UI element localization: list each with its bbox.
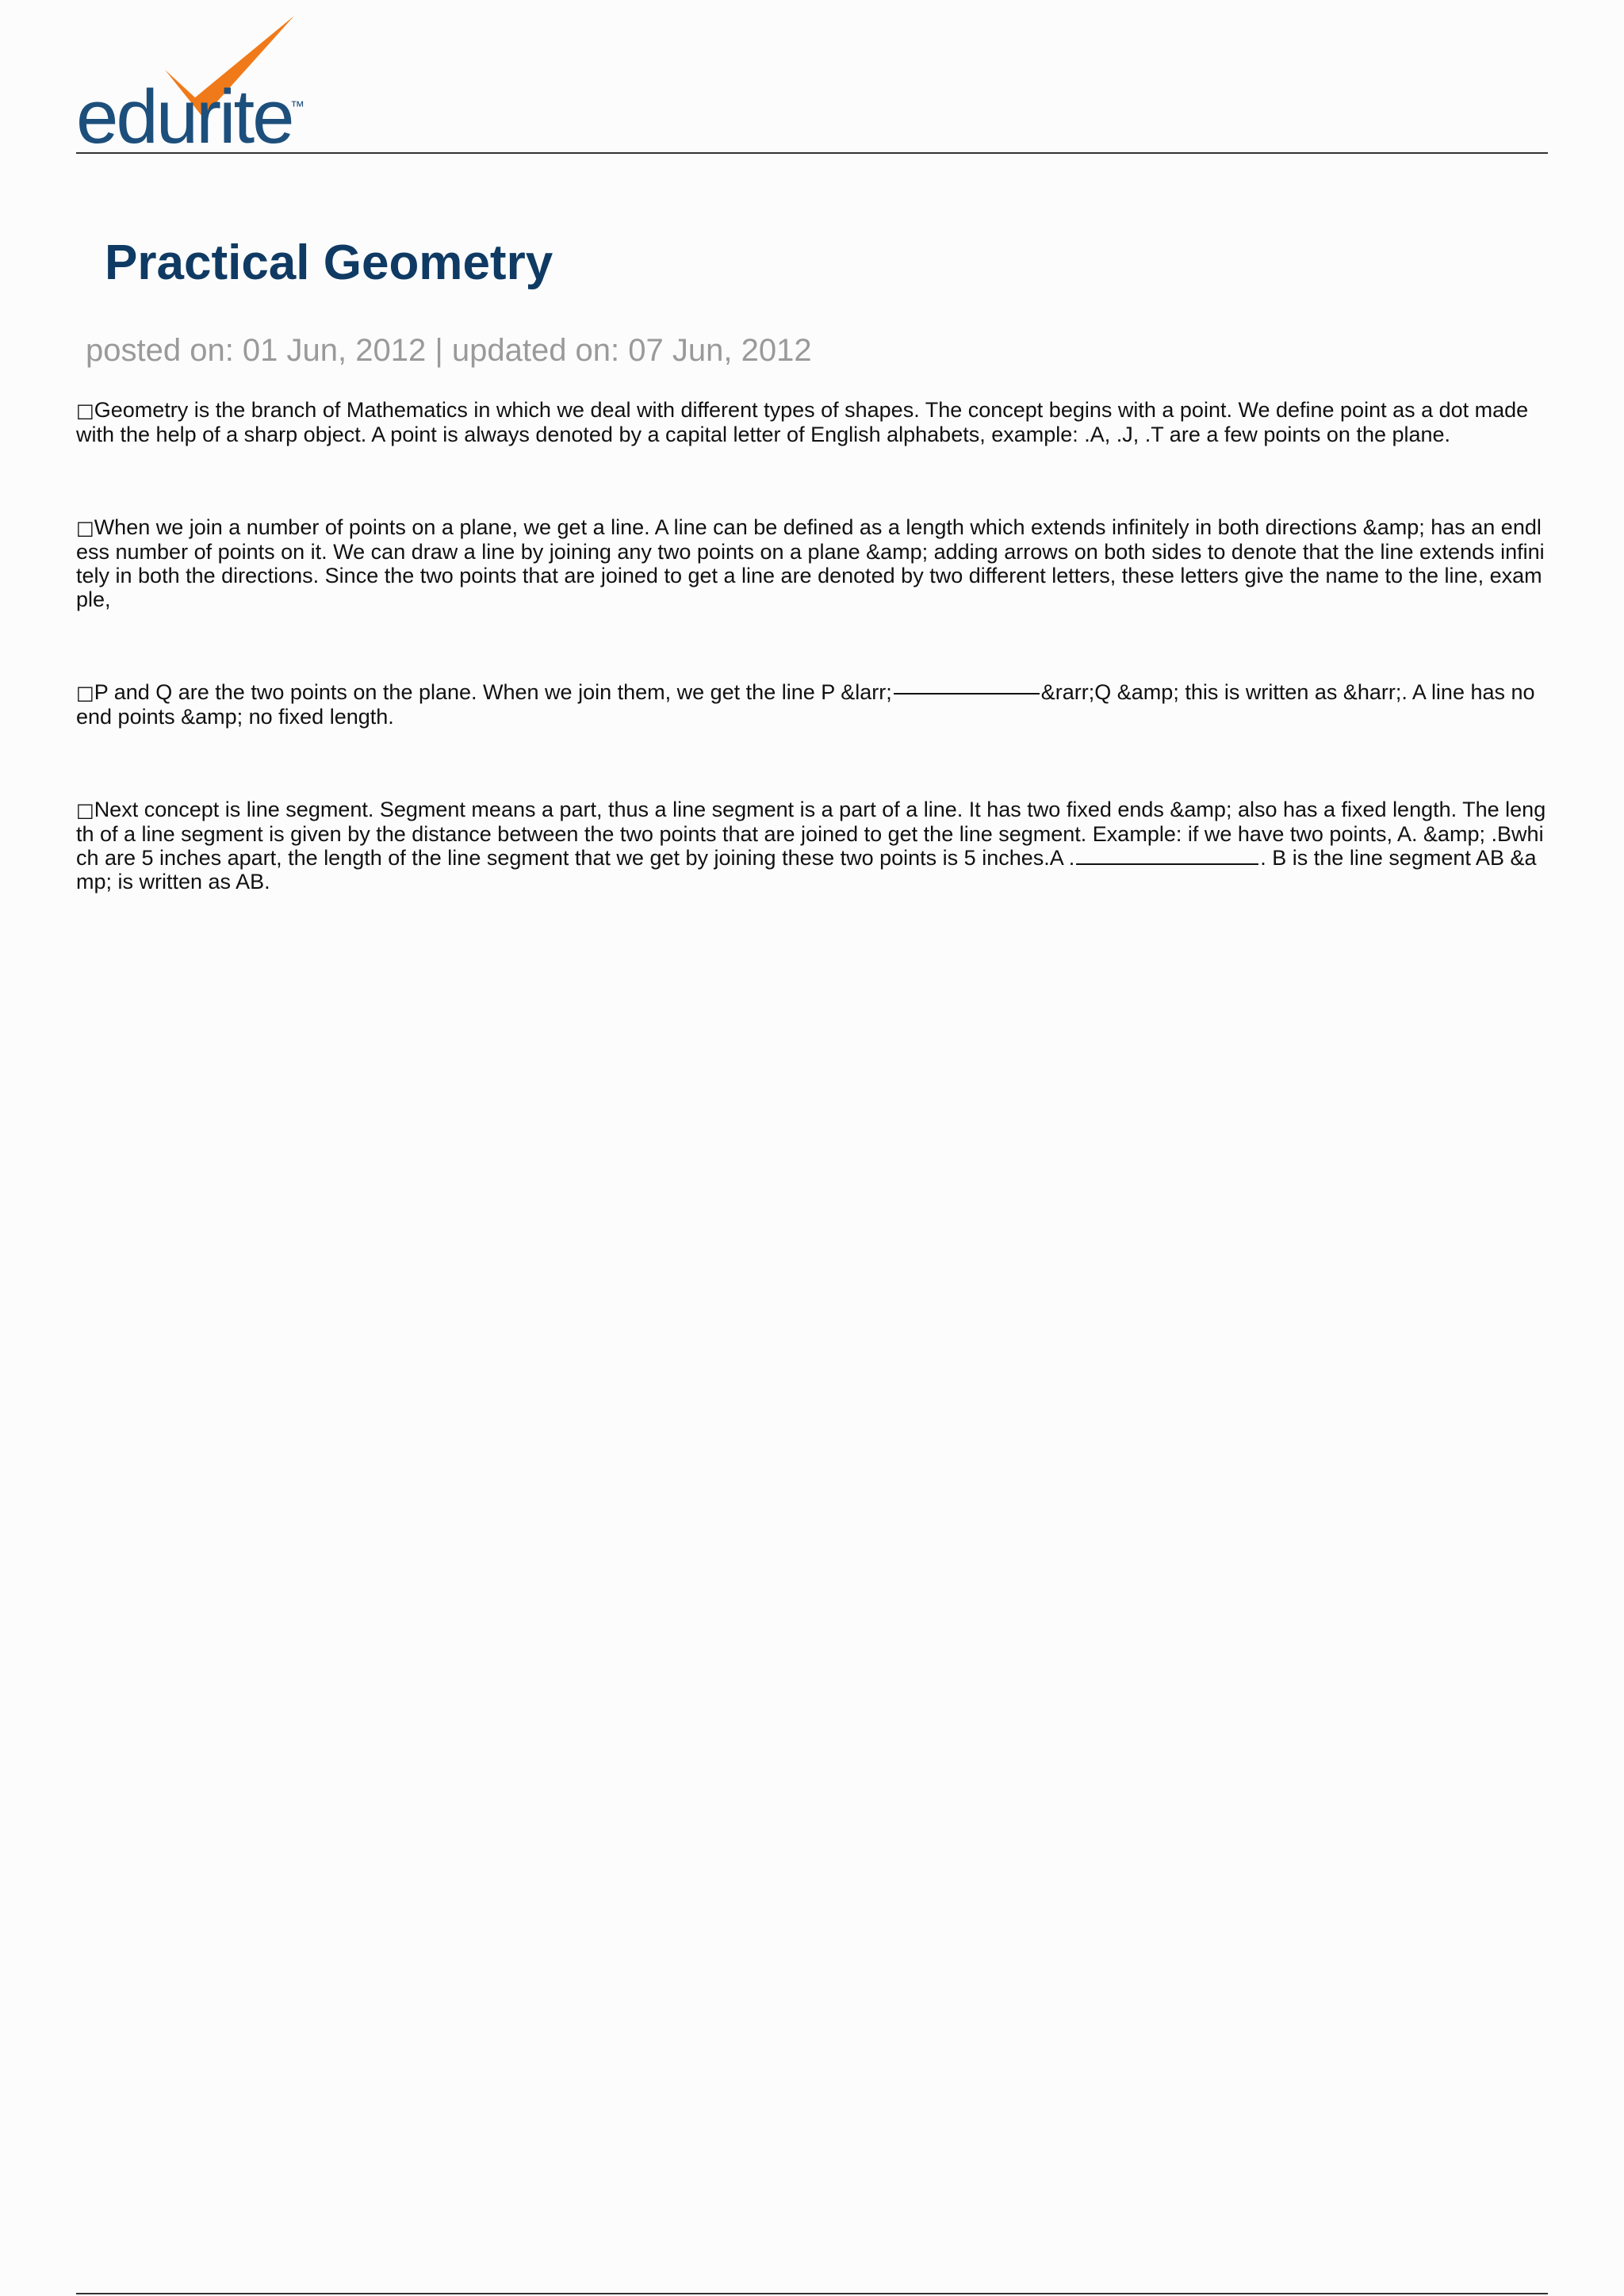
paragraph-text: Geometry is the branch of Mathematics in which we deal with different types of shapes. The concept begins with a point. We define point as a dot made with the help of a sharp object. A point is always denoted by a capital letter of English alphabets, example: .A, .J, .T are a few points on the plane.: [76, 398, 1529, 446]
post-dates: posted on: 01 Jun, 2012 | updated on: 07 Jun, 2012: [86, 333, 812, 368]
trademark-mark: ™: [290, 98, 304, 114]
logo-wordmark: edurite: [76, 75, 293, 149]
edurite-logo: [76, 14, 314, 149]
paragraph-line-pq: [76, 680, 1549, 729]
bullet-glyph: □: [76, 400, 94, 422]
header-divider: [76, 152, 1548, 154]
line-segment-ab-drawing: [1076, 863, 1258, 865]
paragraph-line: [76, 515, 1549, 611]
page-title: Practical Geometry: [105, 235, 553, 290]
line-pq-drawing: [894, 693, 1040, 695]
paragraph-text-end: &rarr;Q &amp; this is written as &harr;. A line has no end points &amp; no fixed length.: [76, 680, 1535, 729]
bullet-glyph: □: [76, 517, 94, 539]
bullet-glyph: □: [76, 682, 94, 704]
paragraph-text-end: . B is the line segment AB &amp; is written as AB.: [76, 846, 1537, 894]
paragraph-text-start: P and Q are the two points on the plane. When we join them, we get the line P &larr;: [94, 680, 892, 704]
paragraph-text: When we join a number of points on a plane, we get a line. A line can be defined as a length which extends infinitely in both directions &amp; has an endless number of points on it. We can draw a line by joining any two points on a plane &amp; adding arrows on both sides to denote that the line extends infinitely in both the directions. Since the two points that are joined to get a line are denoted by two different letters, these letters give the name to the line, example,: [76, 515, 1545, 611]
paragraph-text-start: Next concept is line segment. Segment means a part, thus a line segment is a part of a line. It has two fixed ends &amp; also has a fixed length. The length of a line segment is given by the distance between the two points that are joined to get the line segment. Example: if we have two points, A. &amp; .Bwhich are 5 inches apart, the length of the line segment that we get by joining these two points is 5 inches.A .: [76, 798, 1546, 870]
paragraph-point: [76, 398, 1549, 446]
paragraph-line-segment: [76, 798, 1549, 894]
footer-divider: [76, 2293, 1548, 2294]
bullet-glyph: □: [76, 799, 94, 821]
